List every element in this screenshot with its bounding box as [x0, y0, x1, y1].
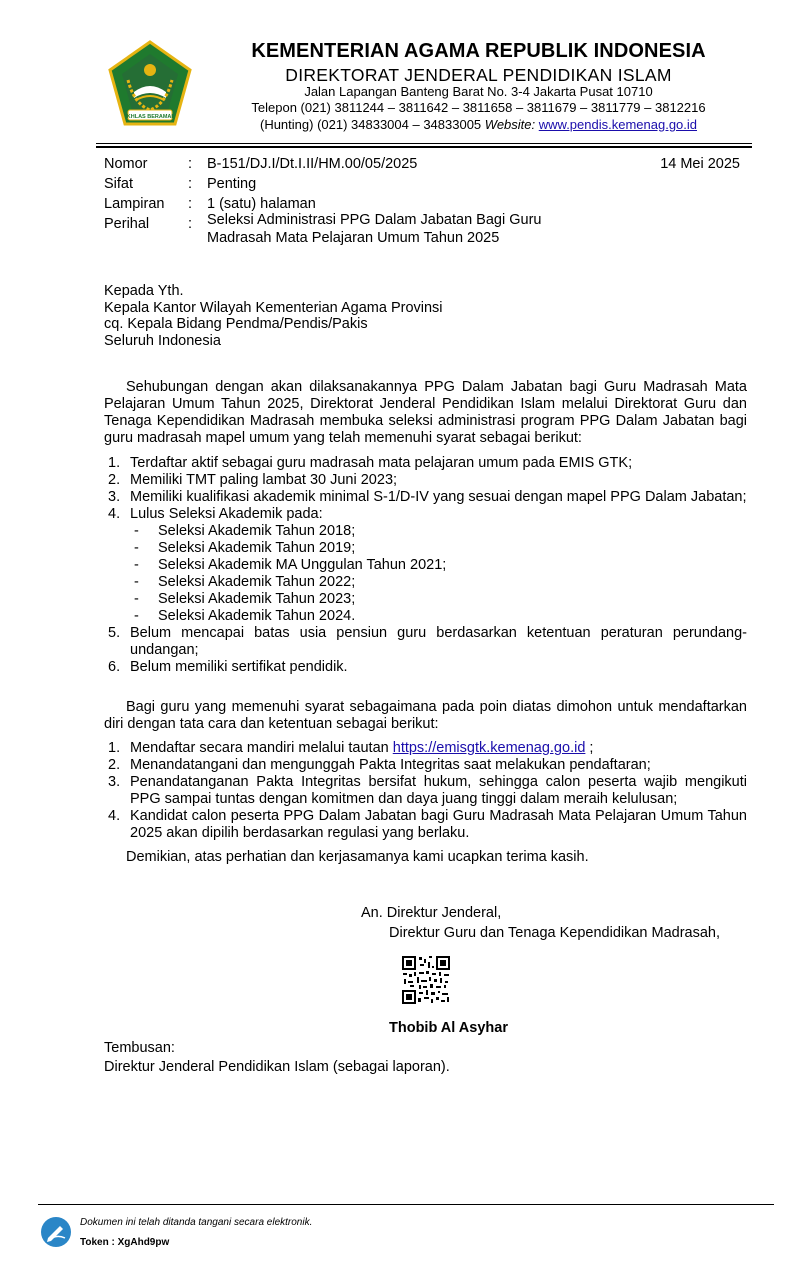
sub-list-item [104, 540, 747, 557]
list-text: Memiliki kualifikasi akademik minimal S-1/D-IV yang sesuai dengan mapel PPG Dalam Jabatan; [130, 489, 747, 505]
recipient-line-1: Kepada Yth. [104, 283, 184, 299]
list-item [104, 625, 747, 659]
list-item [104, 757, 747, 774]
ministry-title: KEMENTERIAN AGAMA REPUBLIK INDONESIA [251, 40, 706, 62]
list-text: Memiliki TMT paling lambat 30 Juni 2023; [130, 472, 398, 488]
lampiran-colon: : [188, 196, 193, 212]
list-item [104, 489, 747, 506]
nomor-value: B-151/DJ.I/Dt.I.II/HM.00/05/2025 [207, 156, 418, 172]
dash: - [134, 540, 139, 556]
svg-text:IKHLAS BERAMAL: IKHLAS BERAMAL [125, 114, 175, 120]
signature-line-1: An. Direktur Jenderal, [361, 905, 502, 921]
dash: - [134, 557, 139, 573]
sub-text: Seleksi Akademik Tahun 2023; [158, 591, 356, 607]
nomor-label: Nomor [104, 156, 148, 172]
website-link[interactable]: www.pendis.kemenag.go.id [538, 117, 698, 132]
list-item [104, 774, 747, 808]
list-item [104, 506, 747, 523]
list-number: 5. [108, 625, 121, 641]
sub-list-item [104, 591, 747, 608]
closing-sentence: Demikian, atas perhatian dan kerjasamanya kami ucapkan terima kasih. [126, 849, 589, 865]
recipient-line-2: Kepala Kantor Wilayah Kementerian Agama Provinsi [104, 300, 443, 316]
list-item [104, 740, 747, 757]
sifat-colon: : [188, 176, 193, 192]
footer-rule [38, 1204, 774, 1205]
dash: - [134, 523, 139, 539]
intro-paragraph: Sehubungan dengan akan dilaksanakannya PPG Dalam Jabatan bagi Guru Madrasah Mata Pelajaran Umum Tahun 2025, Direktorat Jenderal Pendidikan Islam melalui Direktorat Guru dan Tenaga Kependidikan Madrasah membuka seleksi administrasi program PPG Dalam Jabatan bagi guru madrasah mapel umum yang telah memenuhi syarat sebagai berikut: [104, 379, 747, 446]
dash: - [134, 608, 139, 624]
list-item [104, 472, 747, 489]
dash: - [134, 574, 139, 590]
signatory-name: Thobib Al Asyhar [389, 1020, 508, 1036]
sub-text: Seleksi Akademik Tahun 2019; [158, 540, 356, 556]
list-number: 6. [108, 659, 121, 675]
list-text: Menandatangani dan mengunggah Pakta Integritas saat melakukan pendaftaran; [130, 757, 651, 773]
sub-list-item [104, 608, 747, 625]
tembusan-text: Direktur Jenderal Pendidikan Islam (sebagai laporan). [104, 1059, 450, 1075]
lampiran-label: Lampiran [104, 196, 165, 212]
letter-date: 14 Mei 2025 [660, 156, 740, 172]
recipient-line-3: cq. Kepala Bidang Pendma/Pendis/Pakis [104, 316, 368, 332]
sub-text: Seleksi Akademik Tahun 2024. [158, 608, 356, 624]
list-text: Kandidat calon peserta PPG Dalam Jabatan bagi Guru Madrasah Mata Pelajaran Umum Tahun 2025 akan dipilih berdasarkan regulasi yang berlaku. [130, 808, 747, 841]
list-text: Lulus Seleksi Akademik pada: [130, 506, 323, 522]
perihal-label: Perihal [104, 216, 150, 232]
list-number: 4. [108, 506, 121, 522]
list-number: 1. [108, 740, 121, 756]
list-text: Terdaftar aktif sebagai guru madrasah mata pelajaran umum pada EMIS GTK; [130, 455, 633, 471]
list-number: 2. [108, 472, 121, 488]
perihal-line-2: Madrasah Mata Pelajaran Umum Tahun 2025 [207, 230, 500, 246]
registration-paragraph: Bagi guru yang memenuhi syarat sebagaimana pada poin diatas dimohon untuk mendaftarkan diri dengan tata cara dan ketentuan sebagai berikut: [104, 699, 747, 732]
requirements-list [104, 455, 747, 676]
list-text: Mendaftar secara mandiri melalui tautan [130, 740, 389, 756]
sifat-label: Sifat [104, 176, 134, 192]
list-text: Penandatanganan Pakta Integritas bersifat hukum, sehingga calon peserta wajib mengikuti PPG sampai tuntas dengan komitmen dan daya juang tinggi dalam meraih kelulusan; [130, 774, 747, 807]
list-number: 3. [108, 489, 121, 505]
header-rule-thick [96, 146, 752, 148]
sub-list-item [104, 574, 747, 591]
sub-text: Seleksi Akademik MA Unggulan Tahun 2021; [158, 557, 447, 573]
e-signature-token: Token : XgAhd9pw [80, 1237, 170, 1248]
list-text: Belum mencapai batas usia pensiun guru berdasarkan ketentuan peraturan perundang-undangan; [130, 625, 747, 658]
directorate-title: DIREKTORAT JENDERAL PENDIDIKAN ISLAM [285, 65, 672, 85]
sub-list-item [104, 523, 747, 540]
website-label: Website: [484, 117, 536, 132]
list-item [104, 659, 747, 676]
emisgtk-link[interactable]: https://emisgtk.kemenag.go.id [392, 740, 586, 756]
perihal-line-1: Seleksi Administrasi PPG Dalam Jabatan Bagi Guru [207, 212, 542, 228]
lampiran-value: 1 (satu) halaman [207, 196, 316, 212]
list-number: 4. [108, 808, 121, 824]
header-rule-thin [96, 143, 752, 144]
list-number: 2. [108, 757, 121, 773]
list-text-end: ; [585, 740, 594, 756]
list-number: 1. [108, 455, 121, 471]
phone-line: Telepon (021) 3811244 – 3811642 – 3811658 – 3811679 – 3811779 – 3812216 [251, 100, 706, 115]
registration-steps [104, 740, 747, 842]
dash: - [134, 591, 139, 607]
list-item [104, 455, 747, 472]
hunting-text: (Hunting) (021) 34833004 – 34833005 [259, 117, 482, 132]
e-signature-note: Dokumen ini telah ditanda tangani secara elektronik. [80, 1217, 313, 1228]
address-line: Jalan Lapangan Banteng Barat No. 3-4 Jakarta Pusat 10710 [304, 84, 653, 99]
qr-code [402, 956, 450, 1004]
perihal-colon: : [188, 216, 193, 232]
ministry-logo [104, 40, 196, 128]
sub-text: Seleksi Akademik Tahun 2018; [158, 523, 356, 539]
e-signature-icon [40, 1216, 72, 1248]
hunting-line [200, 117, 757, 132]
signature-line-2: Direktur Guru dan Tenaga Kependidikan Madrasah, [389, 925, 721, 941]
sifat-value: Penting [207, 176, 257, 192]
nomor-colon: : [188, 156, 193, 172]
sub-list-item [104, 557, 747, 574]
tembusan-label: Tembusan: [104, 1040, 175, 1056]
list-text: Belum memiliki sertifikat pendidik. [130, 659, 348, 675]
sub-text: Seleksi Akademik Tahun 2022; [158, 574, 356, 590]
list-item [104, 808, 747, 842]
recipient-line-4: Seluruh Indonesia [104, 333, 221, 349]
list-number: 3. [108, 774, 121, 790]
